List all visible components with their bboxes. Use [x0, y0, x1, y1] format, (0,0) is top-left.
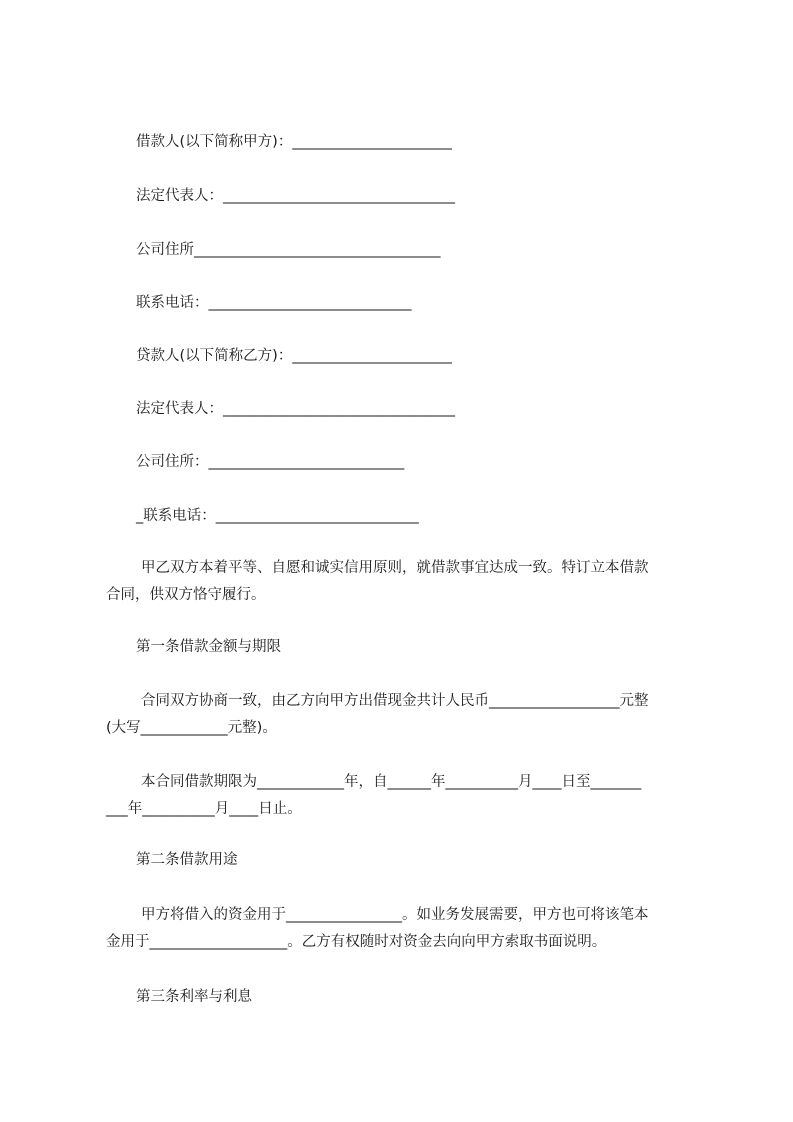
article-3-title: 第三条利率与利息 [136, 989, 252, 1005]
legal-rep-line-2: 法定代表人：________________________________ [136, 401, 455, 417]
borrower-line: 贷款人(以下简称乙方)：______________________ [136, 348, 452, 364]
company-address-line-1: 公司住所__________________________________ [136, 242, 441, 258]
phone-line-1: 联系电话：____________________________ [136, 295, 412, 311]
intro-paragraph-line-1: 甲乙双方本着平等、自愿和诚实信用原则，就借款事宜达成一致。特订立本借款 [141, 560, 649, 576]
article-2-title: 第二条借款用途 [136, 852, 238, 868]
article-2-paragraph-line-1: 甲方将借入的资金用于________________。如业务发展需要，甲方也可将该笔本 [141, 907, 649, 923]
company-address-line-2: 公司住所：___________________________ [136, 454, 405, 470]
legal-rep-line-1: 法定代表人：________________________________ [136, 188, 455, 204]
article-1-paragraph-1-line-1: 合同双方协商一致，由乙方向甲方出借现金共计人民币__________________元整 [141, 693, 649, 709]
phone-line-2: _联系电话：____________________________ [136, 508, 419, 524]
article-1-title: 第一条借款金额与期限 [136, 639, 281, 655]
article-2-paragraph-line-2: 金用于___________________。乙方有权随时对资金去向向甲方索取书面说明。 [106, 934, 607, 950]
article-1-paragraph-2-line-1: 本合同借款期限为____________年，自______年__________月____日至_______ [141, 774, 642, 790]
intro-paragraph-line-2: 合同，供双方恪守履行。 [106, 587, 266, 603]
article-1-paragraph-1-line-2: (大写____________元整)。 [106, 720, 277, 736]
lender-line: 借款人(以下简称甲方)：______________________ [136, 134, 452, 150]
article-1-paragraph-2-line-2: ___年__________月____日止。 [106, 801, 302, 817]
